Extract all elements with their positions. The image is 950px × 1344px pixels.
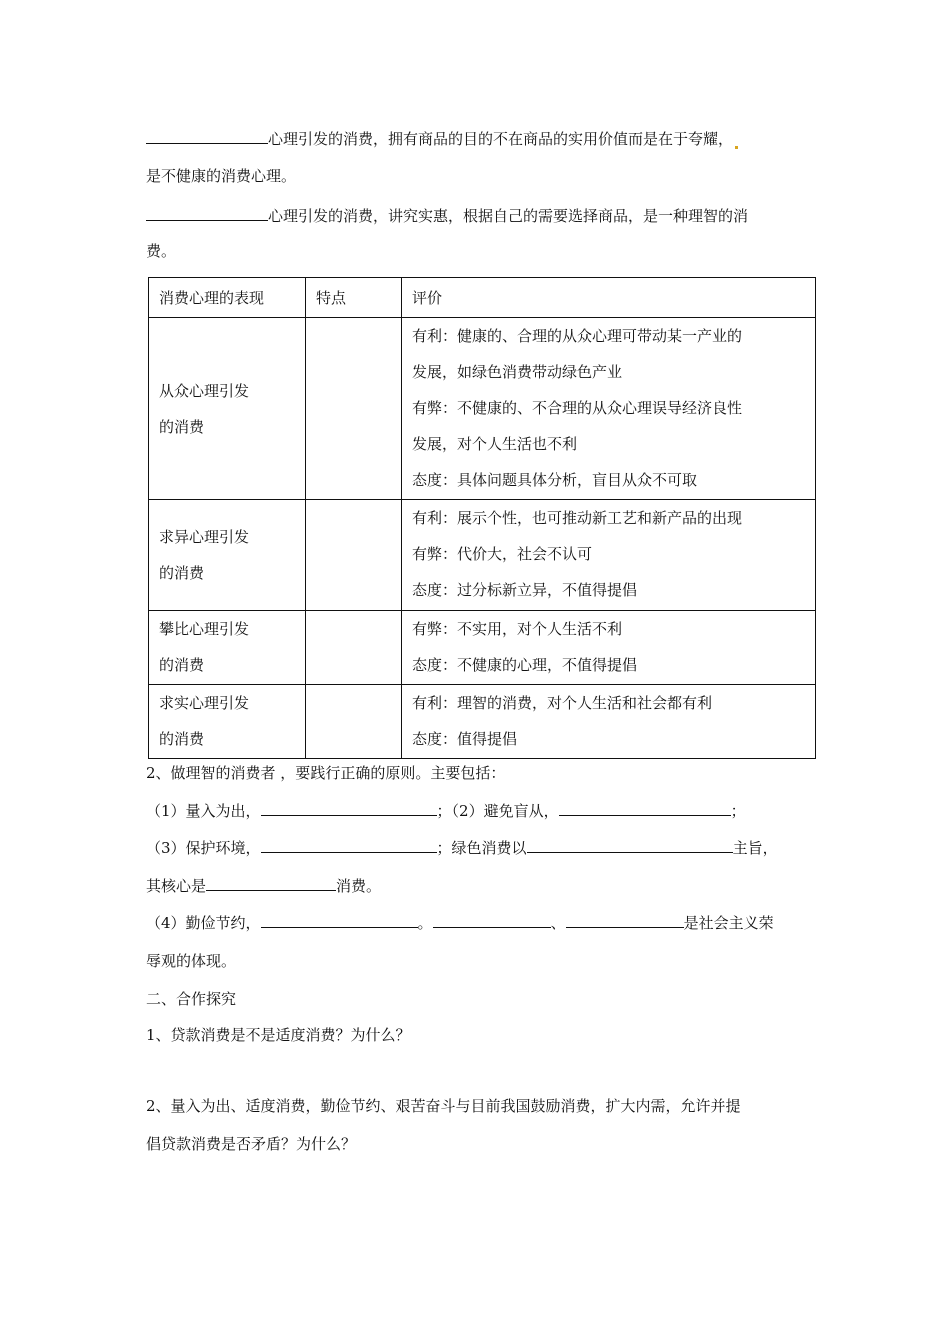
evaluation-cell: 有弊：不实用，对个人生活不利 态度：不健康的心理，不值得提倡: [402, 610, 816, 684]
blank-green-purpose[interactable]: [527, 837, 733, 853]
intro-line-2: 是不健康的消费心理。: [146, 167, 297, 185]
blank-practical[interactable]: [146, 205, 268, 221]
features-cell[interactable]: [306, 318, 402, 500]
principle-line-1: （1）量入为出， ；（2）避免盲从， ；: [146, 802, 746, 820]
question-1: 1、贷款消费是不是适度消费？为什么？: [146, 1026, 411, 1044]
row-name-cell: 从众心理引发 的消费: [149, 318, 306, 500]
table-row: [149, 684, 816, 758]
blank-thrift[interactable]: [261, 912, 418, 928]
principle-line-4: （4）勤俭节约， 。 、 是社会主义荣: [146, 914, 774, 932]
principle-line-4b: 辱观的体现。: [146, 952, 237, 970]
header-cell: 消费心理的表现: [149, 278, 306, 318]
principle-line-3: （3）保护环境， ；绿色消费以 主旨，: [146, 839, 778, 857]
features-cell[interactable]: [306, 610, 402, 684]
evaluation-cell: 有利：健康的、合理的从众心理可带动某一产业的 发展，如绿色消费带动绿色产业 有弊：不健康的、不合理的从众心理误导经济良性 发展，对个人生活也不利 态度：具体问题具体分析，盲目从众不可取: [402, 318, 816, 500]
blank-live-within-means[interactable]: [261, 800, 437, 816]
section2-title: 2、做理智的消费者 ，要践行正确的原则。主要包括：: [146, 764, 506, 782]
blank-ostentation[interactable]: [146, 128, 268, 144]
question-2-line-2: 倡贷款消费是否矛盾？为什么？: [146, 1135, 357, 1153]
row-name-cell: 求实心理引发 的消费: [149, 684, 306, 758]
header-cell: 评价: [402, 278, 816, 318]
intro-line-3: [146, 205, 748, 226]
features-cell[interactable]: [306, 500, 402, 610]
row-name-cell: 求异心理引发 的消费: [149, 500, 306, 610]
evaluation-cell: 有利：展示个性，也可推动新工艺和新产品的出现 有弊：代价大，社会不认可 态度：过分标新立异，不值得提倡: [402, 500, 816, 610]
consumer-psychology-table: [148, 277, 816, 759]
blank-honor-1[interactable]: [433, 912, 551, 928]
blank-green-core[interactable]: [206, 875, 336, 891]
blank-avoid-blind[interactable]: [559, 800, 731, 816]
table-row: [149, 500, 816, 610]
blank-honor-2[interactable]: [566, 912, 684, 928]
blank-protect-environment[interactable]: [261, 837, 437, 853]
evaluation-cell: 有利：理智的消费，对个人生活和社会都有利 态度：值得提倡: [402, 684, 816, 758]
intro-line-3-text: 心理引发的消费，讲究实惠，根据自己的需要选择商品，是一种理智的消: [268, 207, 749, 225]
principle-line-3b: 其核心是 消费。: [146, 877, 382, 895]
question-2-line-1: 2、量入为出、适度消费，勤俭节约、艰苦奋斗与目前我国鼓励消费，扩大内需，允许并提: [146, 1097, 741, 1115]
header-cell: 特点: [306, 278, 402, 318]
row-name-cell: 攀比心理引发 的消费: [149, 610, 306, 684]
table-row: [149, 610, 816, 684]
table-row: [149, 318, 816, 500]
intro-line-1: [146, 128, 738, 149]
features-cell[interactable]: [306, 684, 402, 758]
mark-dot: [735, 146, 738, 149]
intro-line-4: 费。: [146, 242, 177, 260]
intro-line-1-text: 心理引发的消费，拥有商品的目的不在商品的实用价值而是在于夸耀，: [268, 130, 734, 148]
coop-heading: 二、合作探究: [146, 990, 237, 1008]
table-header-row: [149, 278, 816, 318]
